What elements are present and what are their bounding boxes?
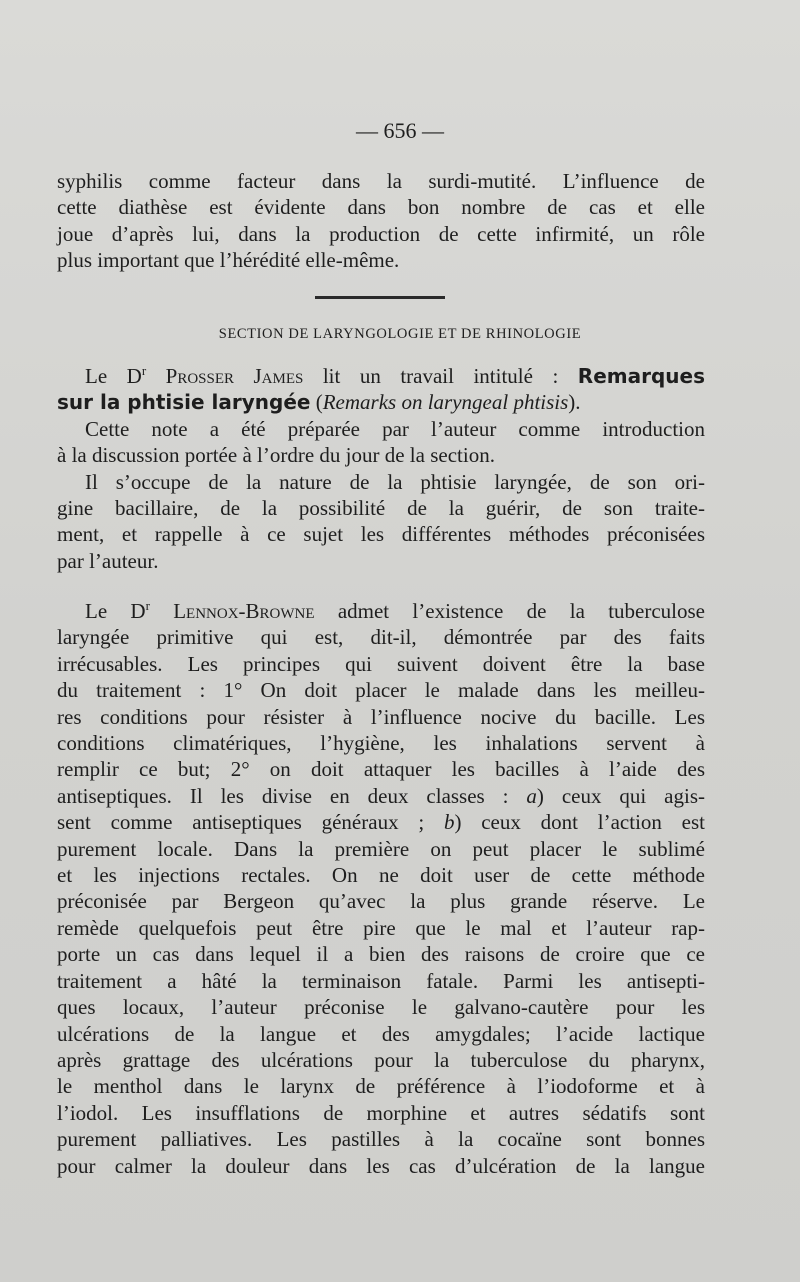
text-line: laryngée primitive qui est, dit-il, démontrée par des faits [57,625,705,650]
text-line: à la discussion portée à l’ordre du jour de la section. [57,443,495,468]
text-line: du traitement : 1° On doit placer le malade dans les meilleu- [57,678,705,703]
text-line: porte un cas dans lequel il a bien des raisons de croire que ce [57,942,705,967]
text-line: Il s’occupe de la nature de la phtisie laryngée, de son ori- [85,469,705,494]
text-line: conditions climatériques, l’hygiène, les inhalations servent à [57,731,705,756]
text-line: ment, et rappelle à ce sujet les différentes méthodes préconisées [57,522,705,547]
text-line: après grattage des ulcérations pour la tuberculose du pharynx, [57,1047,705,1072]
text-line: sur la phtisie laryngée (Remarks on laryngeal phtisis). [57,390,581,415]
text-line: res conditions pour résister à l’influence nocive du bacille. Les [57,704,705,729]
text-line: Le $D^r$ Prosser James lit un travail intitulé : Remarques [85,363,705,388]
text-line: pour calmer la douleur dans les cas d’ulcération de la langue [57,1153,705,1178]
intro-paragraph [57,168,705,274]
author-name: Prosser James [146,364,304,388]
text-line: Cette note a été préparée par l’auteur comme introduction [85,416,705,441]
article-title-cont: sur la phtisie laryngée [57,390,311,415]
article-title-english: Remarks on laryngeal phtisis [322,390,569,415]
text-line: joue d’après lui, dans la production de cette infirmité, un rôle [57,221,705,246]
text-line: le menthol dans le larynx de préférence à l’iodoforme et à [57,1074,705,1099]
text-line: irrécusables. Les principes qui suivent doivent être la base [57,651,705,676]
text-line: ques locaux, l’auteur préconise le galvano-cautère pour les [57,995,705,1020]
text-line: l’iodol. Les insufflations de morphine et autres sédatifs sont [57,1100,705,1125]
page-number: — 656 — [356,118,444,143]
text-line: gine bacillaire, de la possibilité de la guérir, de son traite- [57,496,705,521]
section-divider [315,296,445,299]
text-line: purement locale. Dans la première on peut placer le sublimé [57,836,705,861]
text-line: traitement a hâté la terminaison fatale. Parmi les antisepti- [57,968,705,993]
text-line: Le $D^r$ Lennox-Browne admet l’existence de la tuberculose [85,598,705,623]
text-line: purement palliatives. Les pastilles à la cocaïne sont bonnes [57,1127,705,1152]
text-line: ulcérations de la langue et des amygdales; l’acide lactique [57,1021,705,1046]
text-line: et les injections rectales. On ne doit user de cette méthode [57,863,705,888]
author-name: Lennox-Browne [149,599,315,623]
text-line: par l’auteur. [57,548,159,573]
text-line: syphilis comme facteur dans la surdi-mutité. L’influence de [57,169,705,193]
text-line: remède quelquefois peut être pire que le mal et l’auteur rap- [57,915,705,940]
text-line: cette diathèse est évidente dans bon nombre de cas et elle [57,195,705,220]
prosser-section [57,358,705,574]
article-title: Remarques [577,364,705,388]
text-line: remplir ce but; 2° on doit attaquer les bacilles à l’aide des [57,757,705,782]
text-line: sent comme antiseptiques généraux ; b) ceux dont l’action est [57,810,706,835]
text-line: plus important que l’hérédité elle-même. [57,248,400,273]
text-line: antiseptiques. Il les divise en deux classes : a) ceux qui agis- [57,783,705,808]
section-title: SECTION DE LARYNGOLOGIE ET DE RHINOLOGIE [218,326,582,342]
lennox-section [57,593,705,1179]
text-line: préconisée par Bergeon qu’avec la plus grande réserve. Le [57,889,705,914]
